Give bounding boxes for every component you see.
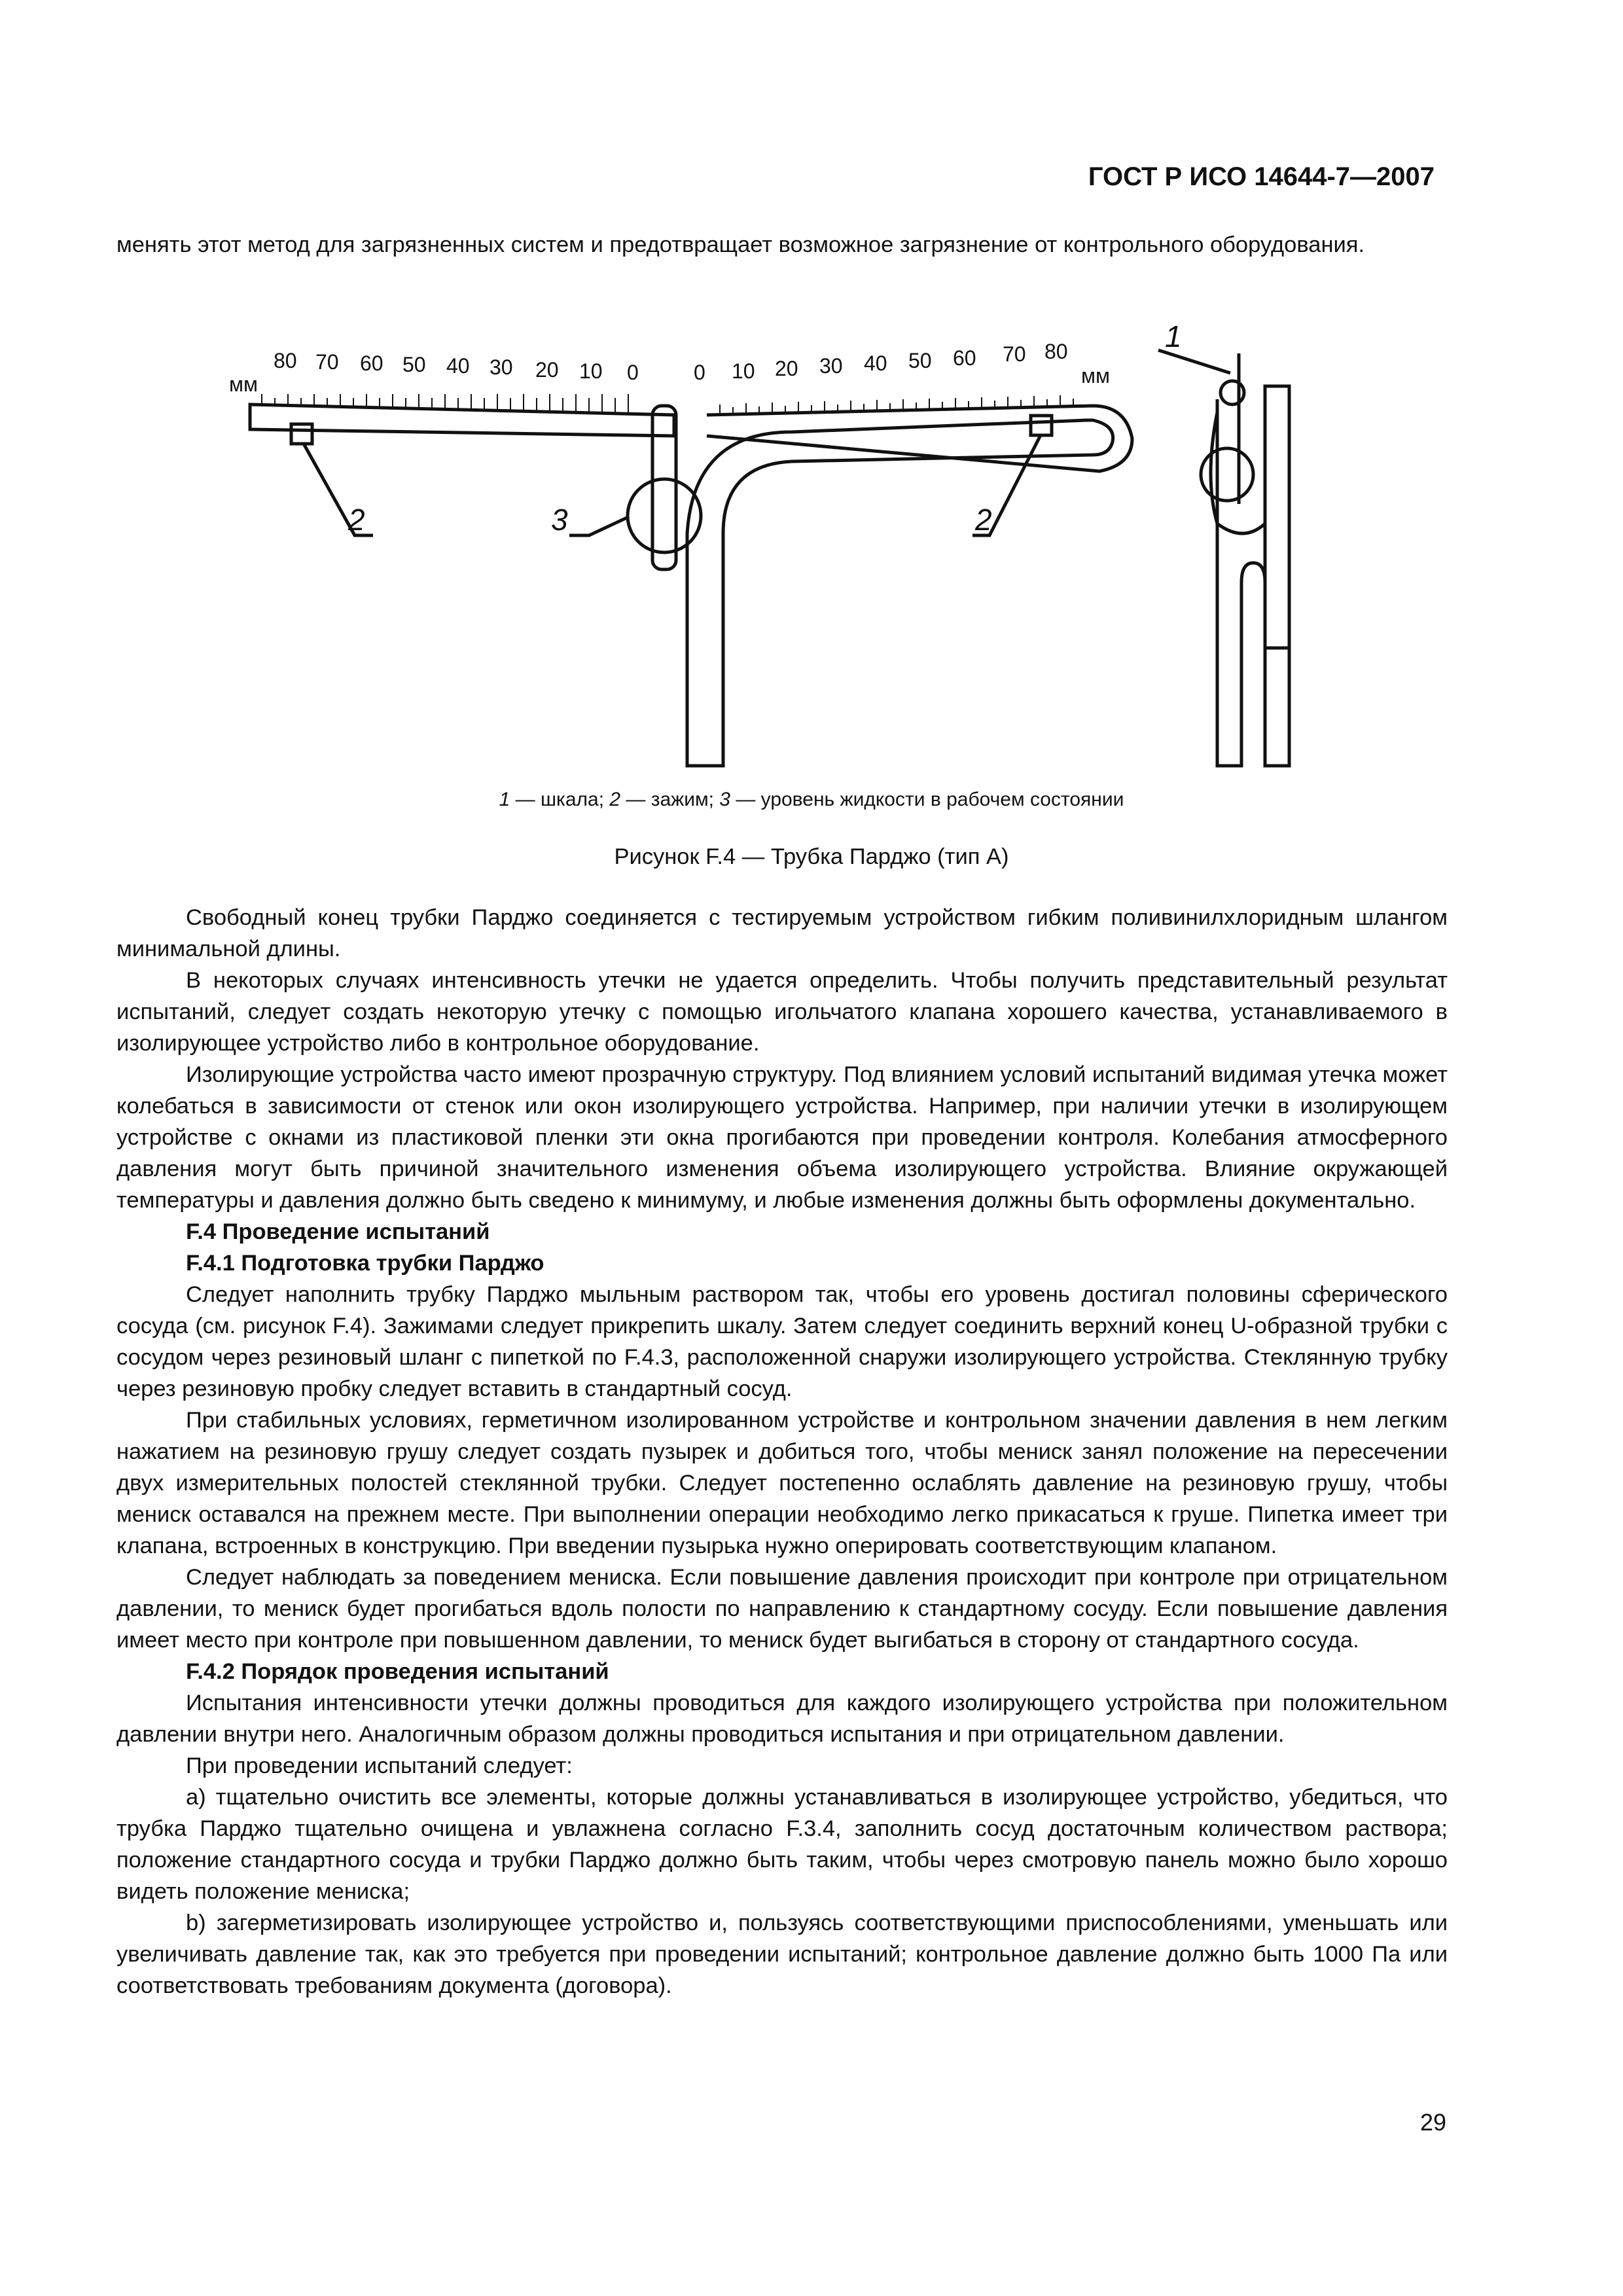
left-scale-label-50: 50 <box>402 353 426 376</box>
left-scale-label-20: 20 <box>535 358 559 382</box>
paragraph-8: При проведении испытаний следует: <box>186 1753 573 1778</box>
intro-text-block <box>116 229 1448 260</box>
left-scale-label-70: 70 <box>315 350 339 374</box>
paragraph-10: b) загерметизировать изолирующее устройство и, пользуясь соответствующими приспособлениями, уменьшать или увеличивать давление так, как это требуется при проведении испытаний; контрольное давление должно быть 1000 Па или соответствовать требованиям документа (договора). <box>116 1910 1448 1998</box>
left-scale-label-80: 80 <box>274 349 297 372</box>
left-scale-label-40: 40 <box>446 354 470 378</box>
legend-num-1: 1 <box>499 789 510 810</box>
paragraph-4: Следует наполнить трубку Парджо мыльным раствором так, чтобы его уровень достигал половины сферического сосуда (см. рисунок F.4). Зажимами следует прикрепить шкалу. Затем следует соединить верхний конец U-образной трубки с сосудом через резиновый шланг с пипеткой по F.4.3, расположенной снаружи изолирующего устройства. Стеклянную трубку через резиновую пробку следует вставить в стандартный сосуд. <box>116 1282 1448 1401</box>
right-scale-label-20: 20 <box>775 357 798 380</box>
main-l-tube <box>687 420 1113 766</box>
legend-text-3: — уровень жидкости в рабочем состоянии <box>730 789 1124 810</box>
callout-1: 1 <box>1165 319 1182 353</box>
paragraph-6: Следует наблюдать за поведением мениска. Если повышение давления происходит при контроле при отрицательном давлении, то мениск будет прогибаться вдоль полости по направлению к стандартному сосуду. Если повышение давления имеет место при контроле при повышенном давлении, то мениск будет выгибаться в сторону от стандартного сосуда. <box>116 1565 1448 1653</box>
right-scale-label-80: 80 <box>1044 340 1068 363</box>
left-scale-label-60: 60 <box>360 351 383 375</box>
intro-paragraph: менять этот метод для загрязненных систем и предотвращает возможное загрязнение от контрольного оборудования. <box>116 232 1365 257</box>
figure-title: Рисунок F.4 — Трубка Парджо (тип А) <box>614 844 1009 869</box>
figure-legend <box>0 789 1623 811</box>
right-scale-label-40: 40 <box>864 351 887 375</box>
document-id: ГОСТ Р ИСО 14644-7—2007 <box>1088 162 1435 191</box>
right-scale-arm <box>707 406 1132 471</box>
main-text-block <box>116 902 1448 2001</box>
heading-f42: F.4.2 Порядок проведения испытаний <box>186 1659 609 1684</box>
paragraph-7: Испытания интенсивности утечки должны проводиться для каждого изолирующего устройства при положительном давлении внутри него. Аналогичным образом должны проводиться испытания и при отрицательном давлении. <box>116 1691 1448 1747</box>
paragraph-5: При стабильных условиях, герметичном изолированном устройстве и контрольном значении давления в нем легким нажатием на резиновую грушу следует создать пузырек и добиться того, чтобы мениск занял положение на пересечении двух измерительных полостей стеклянной трубки. Следует постепенно ослаблять давление на резиновую грушу, чтобы мениск оставался на прежнем месте. При выполнении операции необходимо легко прикасаться к груше. Пипетка имеет три клапана, встроенных в конструкцию. При введении пузырька нужно оперировать соответствующим клапаном. <box>116 1408 1448 1558</box>
right-scale-label-10: 10 <box>732 359 755 383</box>
left-clamp <box>291 424 312 444</box>
callout-2-right: 2 <box>975 503 992 537</box>
legend-num-3: 3 <box>719 789 730 810</box>
right-scale-label-0: 0 <box>694 361 705 384</box>
page-number: 29 <box>1419 2109 1446 2136</box>
figure-drawing <box>196 308 1322 779</box>
figure-pardzho-tube <box>196 308 1322 779</box>
paragraph-3: Изолирующие устройства часто имеют прозрачную структуру. Под влиянием условий испытаний видимая утечка может колебаться в зависимости от стенок или окон изолирующего устройства. Например, при наличии утечки в изолирующем устройстве с окнами из пластиковой пленки эти окна прогибаются при проведении контроля. Колебания атмосферного давления могут быть причиной значительного изменения объема изолирующего устройства. Влияние окружающей температуры и давления должно быть сведено к минимуму, и любые изменения должны быть оформлены документально. <box>116 1062 1448 1213</box>
right-unit-label: мм <box>1081 364 1110 387</box>
right-scale-label-60: 60 <box>953 346 976 370</box>
leader-level <box>569 517 628 535</box>
callout-2-left: 2 <box>348 503 365 537</box>
side-bulb <box>1201 448 1253 501</box>
left-scale-label-30: 30 <box>490 355 513 379</box>
left-scale-label-10: 10 <box>579 359 603 383</box>
legend-num-2: 2 <box>609 789 621 810</box>
right-scale-label-50: 50 <box>908 349 932 372</box>
leader-scale <box>1158 350 1230 373</box>
right-scale-label-30: 30 <box>819 354 843 378</box>
legend-text-2: — зажим; <box>620 789 720 810</box>
paragraph-9: a) тщательно очистить все элементы, которые должны устанавливаться в изолирующее устройство, убедиться, что трубка Парджо тщательно очищена и увлажнена согласно F.3.4, заполнить сосуд достаточным количеством раствора; положение стандартного сосуда и трубки Парджо должно быть таким, чтобы через смотровую панель можно было хорошо видеть положение мениска; <box>116 1785 1448 1904</box>
left-unit-label: мм <box>229 372 258 396</box>
side-upright <box>1265 386 1289 648</box>
side-top-ring <box>1221 381 1244 404</box>
heading-f4: F.4 Проведение испытаний <box>186 1219 490 1244</box>
legend-text-1: — шкала; <box>510 789 610 810</box>
callout-3: 3 <box>551 503 568 537</box>
heading-f41: F.4.1 Подготовка трубки Парджо <box>186 1251 544 1276</box>
right-scale-label-70: 70 <box>1003 342 1026 366</box>
left-scale-label-0: 0 <box>627 361 639 384</box>
paragraph-2: В некоторых случаях интенсивность утечки не удается определить. Чтобы получить представительный результат испытаний, следует создать некоторую утечку с помощью игольчатого клапана хорошего качества, устанавливаемого в изолирующее устройство либо в контрольное оборудование. <box>116 968 1448 1056</box>
paragraph-1: Свободный конец трубки Парджо соединяется с тестируемым устройством гибким поливинилхлоридным шлангом минимальной длины. <box>116 905 1448 961</box>
right-clamp <box>1031 416 1052 435</box>
